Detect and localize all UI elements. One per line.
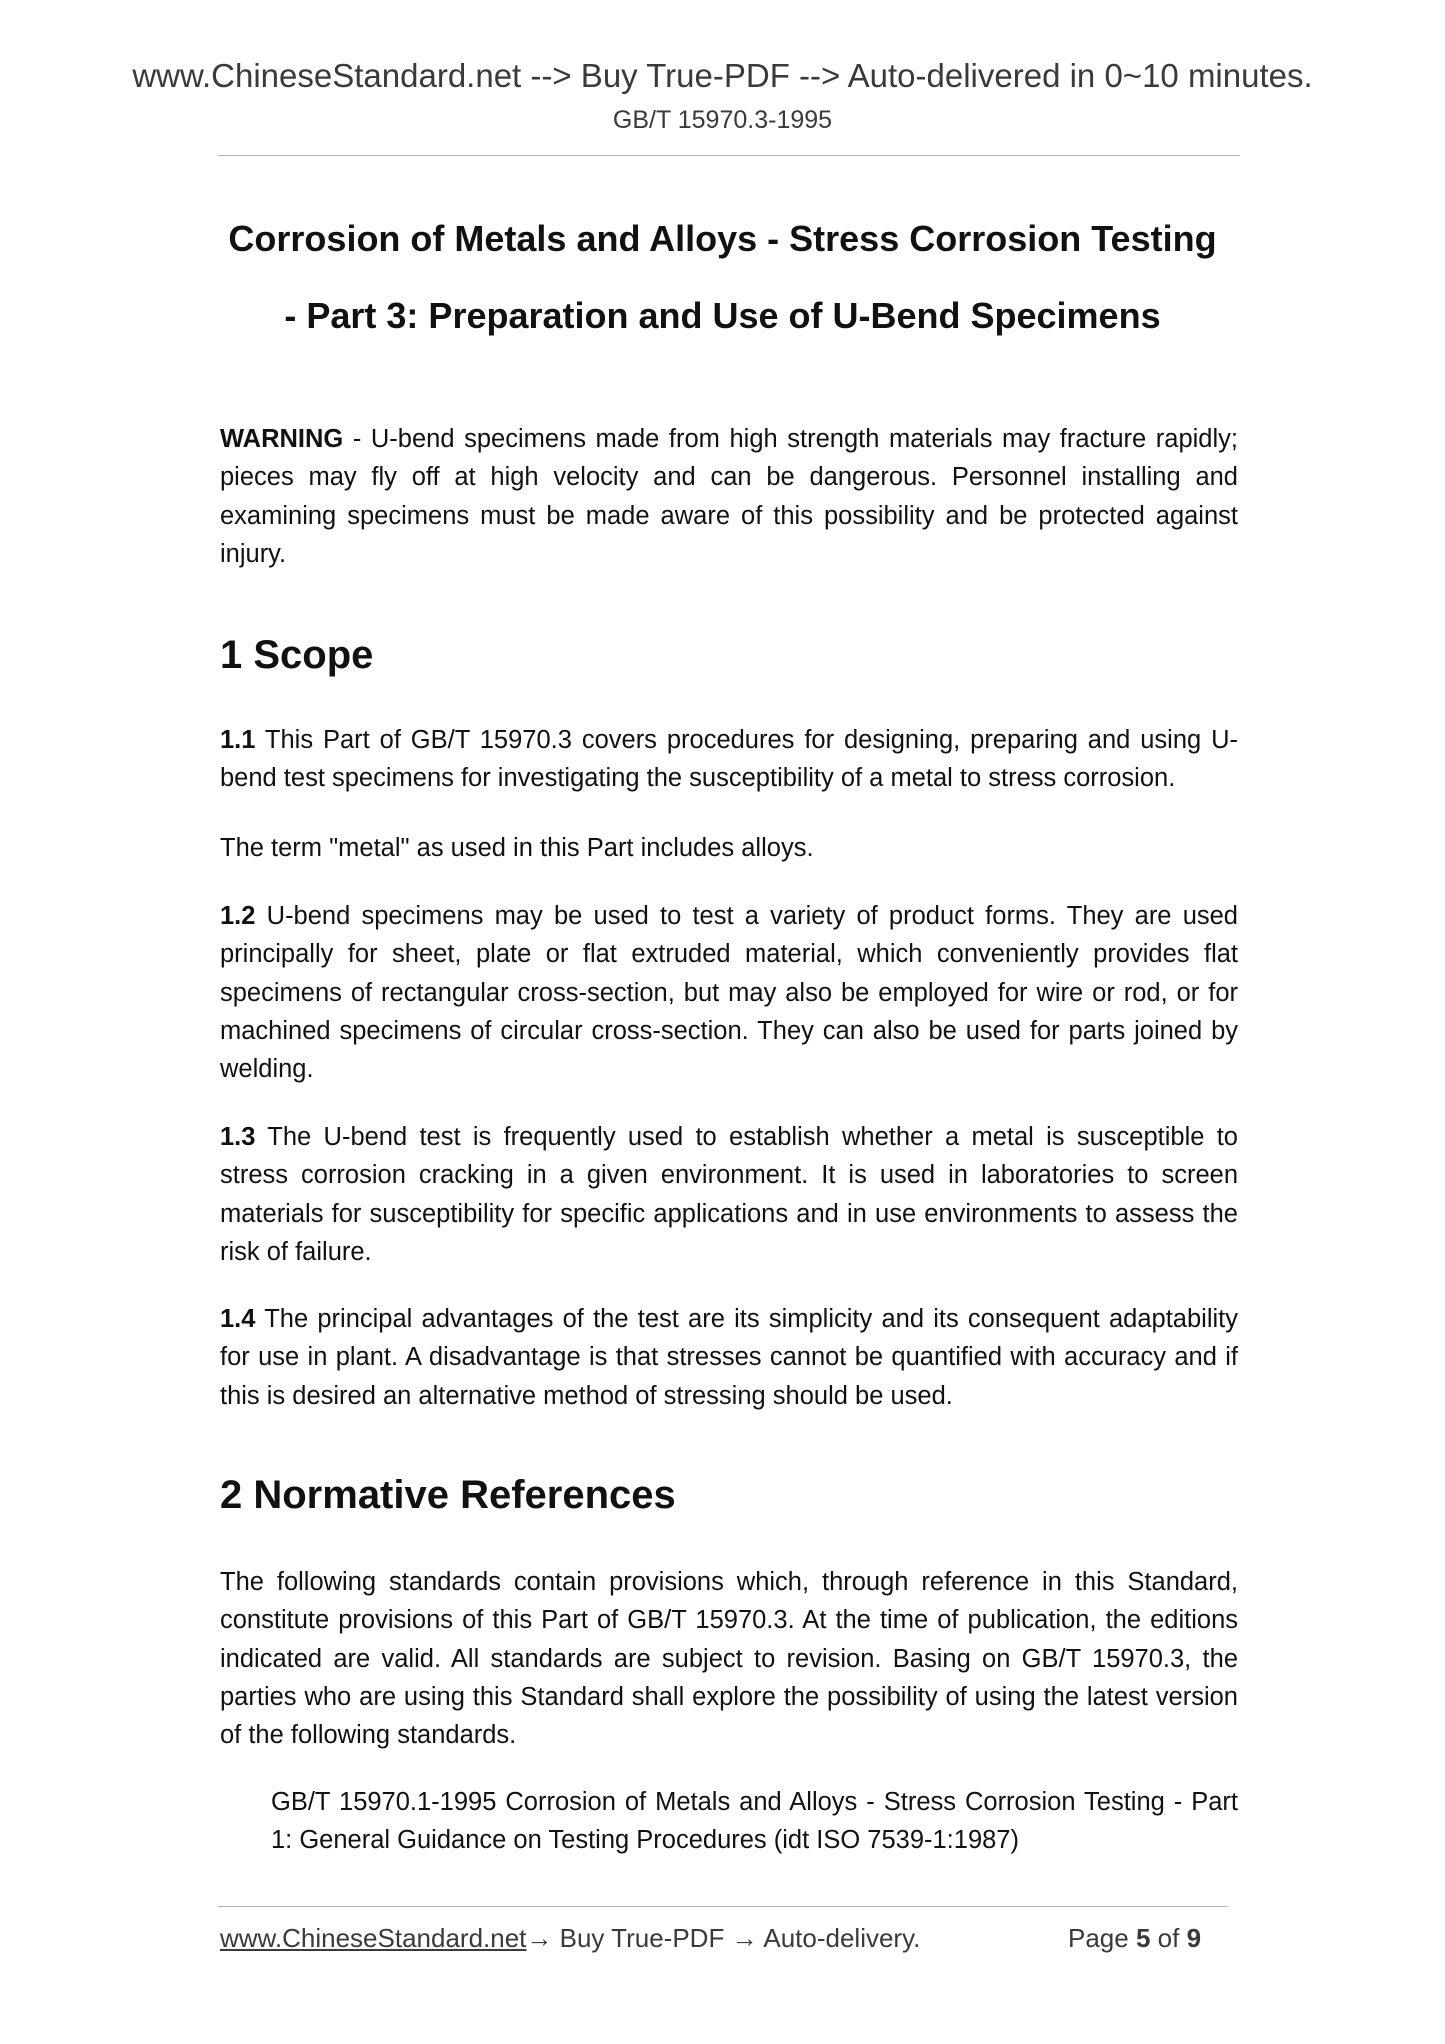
footer-divider	[218, 1906, 1228, 1907]
clause-text: The principal advantages of the test are its simplicity and its consequent adaptability for use in plant. A disadvantage is that stresses cannot be quantified with accuracy and if this is desired an alternative method of stressing should be used.	[220, 1305, 1238, 1410]
warning-paragraph	[220, 420, 1238, 573]
page-label: Page	[1068, 1923, 1136, 1953]
clause-1-2	[220, 897, 1238, 1088]
references-intro: The following standards contain provisions which, through reference in this Standard, constitute provisions of this Part of GB/T 15970.3. At the time of publication, the editions indicated are valid. All standards are subject to revision. Basing on GB/T 15970.3, the parties who are using this Standard shall explore the possibility of using the latest version of the following standards.	[220, 1568, 1238, 1750]
footer-site-link[interactable]: www.ChineseStandard.net	[220, 1923, 527, 1953]
page-number: 5	[1135, 1923, 1151, 1953]
arrow-right-icon: →	[526, 1923, 553, 1953]
warning-text: - U-bend specimens made from high strength materials may fracture rapidly; pieces may fly off at high velocity and can be dangerous. Personnel installing and examining specimens must be made aware of this possibility and be protected against injury.	[220, 425, 1238, 568]
document-title-line-2: - Part 3: Preparation and Use of U-Bend Specimens	[284, 295, 1161, 336]
section-1-heading: 1 Scope	[220, 633, 374, 677]
header-divider	[218, 155, 1240, 156]
footer-promo	[220, 1923, 920, 1954]
page-indicator	[1068, 1923, 1201, 1954]
clause-1-3	[220, 1118, 1238, 1271]
warning-label: WARNING	[220, 425, 344, 453]
clause-number: 1.2	[220, 902, 256, 930]
clause-text: This Part of GB/T 15970.3 covers procedures for designing, preparing and using U-bend test specimens for investigating the susceptibility of a metal to stress corrosion.	[220, 726, 1238, 793]
clause-number: 1.4	[220, 1305, 256, 1333]
clause-number: 1.3	[220, 1123, 256, 1151]
page-of: of	[1150, 1923, 1187, 1953]
clause-1-4	[220, 1300, 1238, 1415]
page-total: 9	[1186, 1923, 1202, 1953]
clause-1-1	[220, 721, 1238, 798]
clause-number: 1.1	[220, 726, 256, 754]
section-2-heading: 2 Normative References	[220, 1473, 676, 1517]
footer-delivery-text: Auto-delivery.	[757, 1923, 921, 1953]
arrow-right-icon: →	[731, 1923, 758, 1953]
document-title-line-1: Corrosion of Metals and Alloys - Stress Corrosion Testing	[228, 218, 1217, 259]
reference-item: GB/T 15970.1-1995 Corrosion of Metals and Alloys - Stress Corrosion Testing - Part 1: General Guidance on Testing Procedures (idt ISO 7539-1:1987)	[271, 1788, 1238, 1855]
clause-1-1-note: The term "metal" as used in this Part includes alloys.	[220, 834, 814, 862]
footer-buy-text: Buy True-PDF	[552, 1923, 732, 1953]
clause-text: U-bend specimens may be used to test a variety of product forms. They are used principally for sheet, plate or flat extruded material, which conveniently provides flat specimens of rectangular cross-section, but may also be employed for wire or rod, or for machined specimens of circular cross-section. They can also be used for parts joined by welding.	[220, 902, 1238, 1084]
site-banner[interactable]: www.ChineseStandard.net --> Buy True-PDF --> Auto-delivered in 0~10 minutes.	[132, 57, 1313, 94]
document-code: GB/T 15970.3-1995	[612, 106, 833, 134]
clause-text: The U-bend test is frequently used to establish whether a metal is susceptible to stress corrosion cracking in a given environment. It is used in laboratories to screen materials for susceptibility for specific applications and in use environments to assess the risk of failure.	[220, 1123, 1238, 1266]
